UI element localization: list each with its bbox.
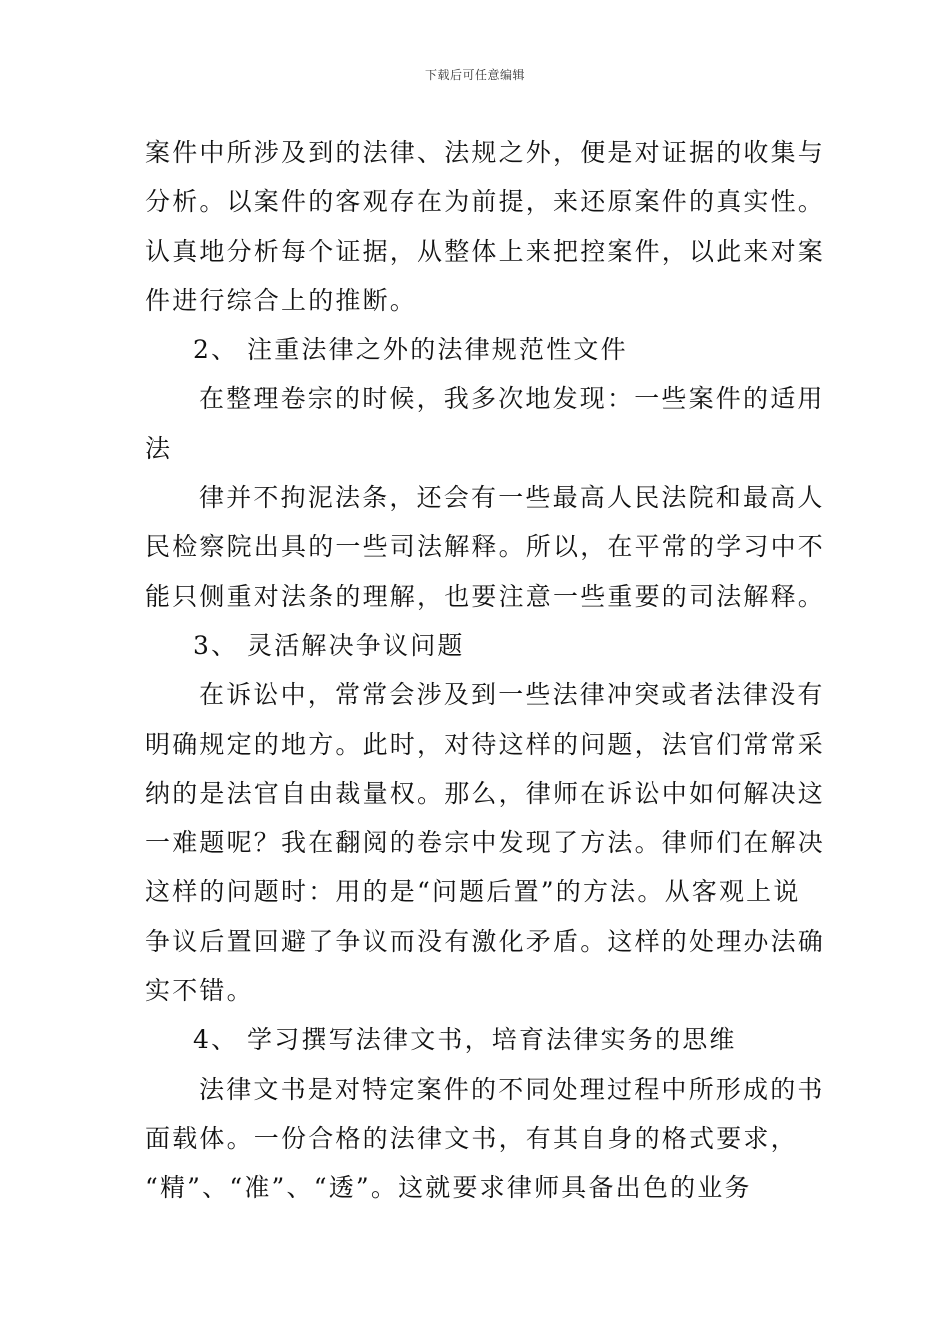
- section-title: 学习撰写法律文书，培育法律实务的思维: [247, 1025, 737, 1055]
- text-line: 一难题呢？我在翻阅的卷宗中发现了方法。律师们在解决: [145, 828, 826, 858]
- section-number: 3、: [193, 630, 239, 660]
- text-line: 法律文书是对特定案件的不同处理过程中所形成的书: [199, 1074, 825, 1104]
- page-header: 下载后可任意编辑: [424, 68, 525, 82]
- text-line: 律并不拘泥法条，还会有一些最高人民法院和最高人: [199, 483, 825, 513]
- text-line: 实不错。: [145, 976, 254, 1006]
- section-title: 灵活解决争议问题: [247, 630, 465, 660]
- text-line: 明确规定的地方。此时，对待这样的问题，法官们常常采: [145, 729, 826, 759]
- section-heading-2: [145, 325, 815, 374]
- section-title: 注重法律之外的法律规范性文件: [247, 335, 628, 365]
- text-line: 法: [145, 433, 173, 463]
- text-line: 认真地分析每个证据，从整体上来把控案件，以此来对案: [145, 236, 826, 266]
- text-line: 面载体。一份合格的法律文书，有其自身的格式要求，: [145, 1123, 798, 1153]
- text-line: 在诉讼中，常常会涉及到一些法律冲突或者法律没有: [199, 680, 825, 710]
- section-heading-3: [145, 621, 815, 670]
- text-line: 案件中所涉及到的法律、法规之外，便是对证据的收集与: [145, 138, 826, 167]
- section-heading-4: [145, 1015, 815, 1064]
- text-line: 能只侧重对法条的理解，也要注意一些重要的司法解释。: [145, 581, 826, 611]
- text-line: 分析。以案件的客观存在为前提，来还原案件的真实性。: [145, 187, 826, 217]
- text-line: 民检察院出具的一些司法解释。所以，在平常的学习中不: [145, 532, 826, 562]
- section-number: 2、: [193, 335, 239, 365]
- section-number: 4、: [193, 1025, 239, 1055]
- text-line: 纳的是法官自由裁量权。那么，律师在诉讼中如何解决这: [145, 778, 826, 808]
- document-body: [145, 128, 826, 1213]
- text-line: 这样的问题时：用的是“问题后置”的方法。从客观上说: [145, 877, 801, 907]
- text-line: “精”、“准”、“透”。这就要求律师具备出色的业务: [145, 1173, 752, 1203]
- text-line: 件进行综合上的推断。: [145, 285, 418, 315]
- text-line: 争议后置回避了争议而没有激化矛盾。这样的处理办法确: [145, 926, 826, 956]
- text-line: 在整理卷宗的时候，我多次地发现：一些案件的适用: [199, 384, 825, 414]
